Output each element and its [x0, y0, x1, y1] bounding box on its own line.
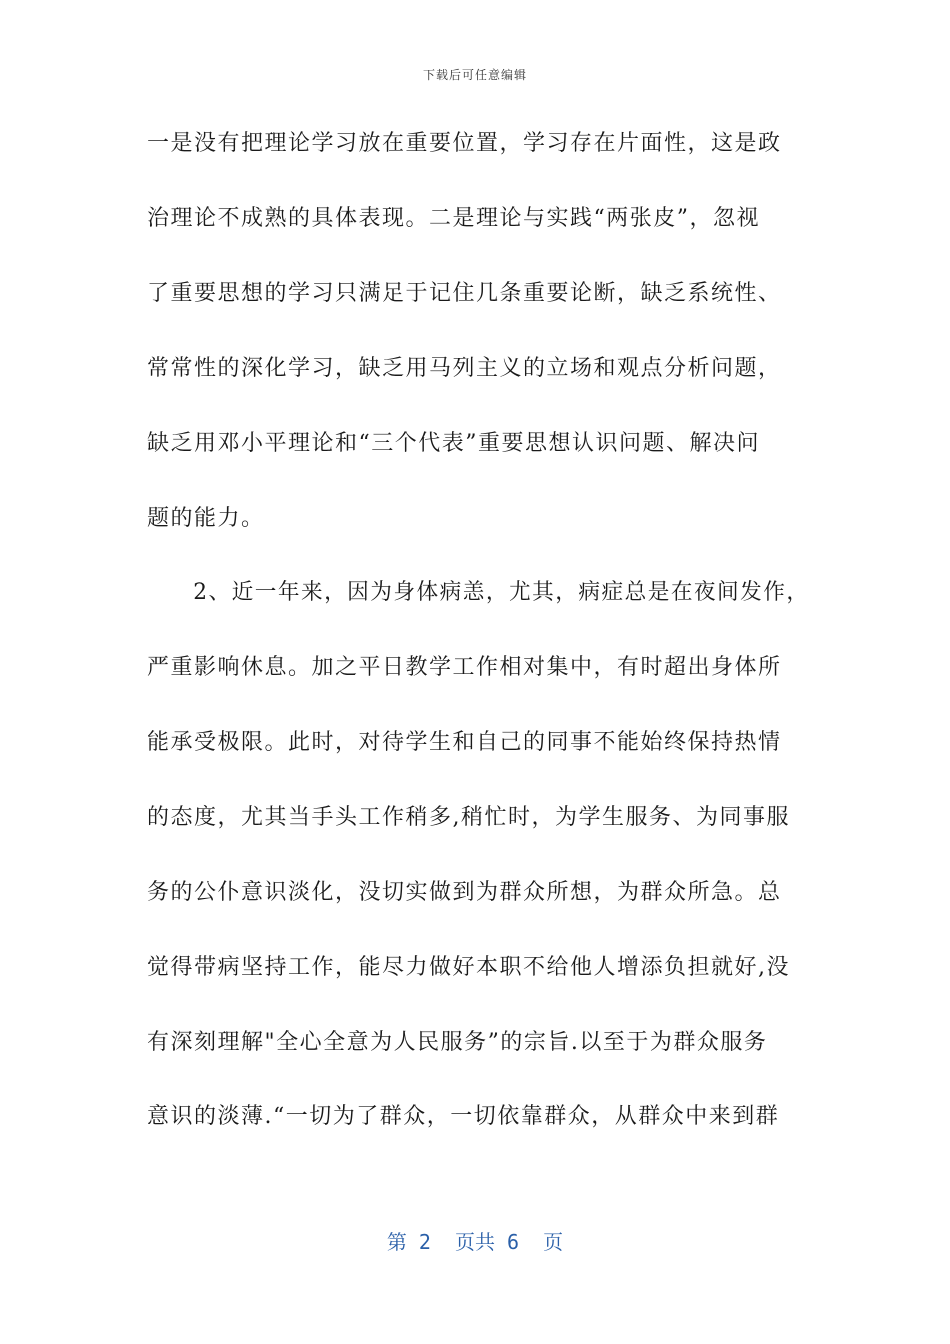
text-line: 了重要思想的学习只满足于记住几条重要论断，缺乏系统性、	[147, 281, 782, 306]
text-line: 的态度，尤其当手头工作稍多,稍忙时，为学生服务、为同事服	[147, 805, 790, 830]
page-number-footer: 第 2 页共 6 页	[386, 1230, 564, 1254]
text-line: 2、近一年来，因为身体病恙，尤其，病症总是在夜间发作，	[147, 580, 810, 605]
page-header: 下载后可任意编辑	[422, 68, 527, 82]
text-line: 严重影响休息。加之平日教学工作相对集中，有时超出身体所	[147, 655, 782, 680]
text-line: 意识的淡薄.“一切为了群众，一切依靠群众，从群众中来到群	[147, 1104, 780, 1129]
text-line: 务的公仆意识淡化，没切实做到为群众所想，为群众所急。总	[147, 880, 782, 905]
text-line: 治理论不成熟的具体表现。二是理论与实践“两张皮”，忽视	[147, 206, 760, 231]
text-line: 缺乏用邓小平理论和“三个代表”重要思想认识问题、解决问	[147, 431, 760, 456]
text-line: 有深刻理解"全心全意为人民服务”的宗旨.以至于为群众服务	[147, 1030, 768, 1055]
text-line: 一是没有把理论学习放在重要位置，学习存在片面性，这是政	[147, 131, 782, 156]
text-line: 觉得带病坚持工作，能尽力做好本职不给他人增添负担就好,没	[147, 955, 790, 980]
text-line: 题的能力。	[147, 506, 265, 531]
text-line: 能承受极限。此时，对待学生和自己的同事不能始终保持热情	[147, 730, 782, 755]
text-line: 常常性的深化学习，缺乏用马列主义的立场和观点分析问题，	[147, 356, 782, 381]
